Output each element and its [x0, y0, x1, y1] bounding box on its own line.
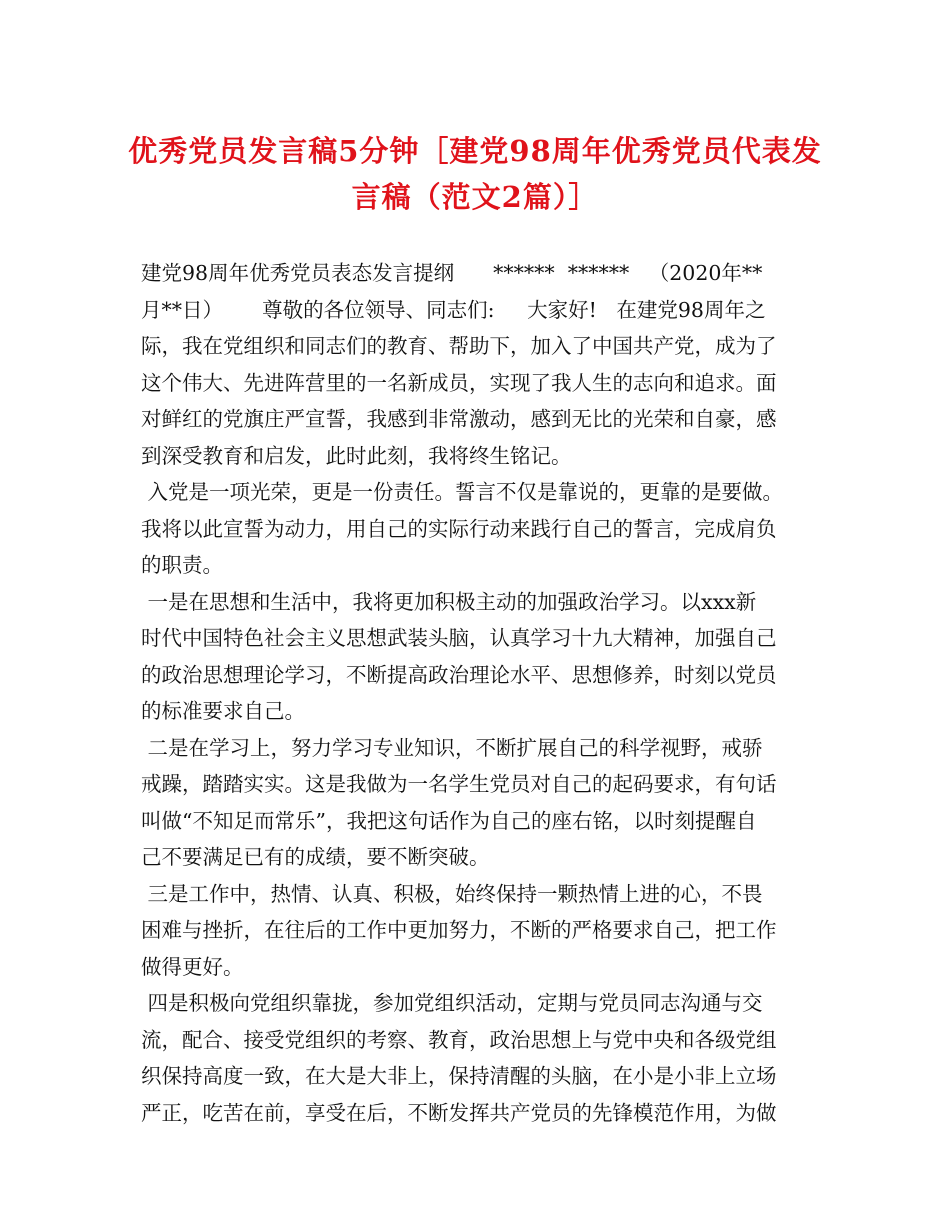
title-line: 言稿（范文2篇）］ — [351, 180, 599, 214]
text-line: 对鲜红的党旗庄严宣誓，我感到非常激动，感到无比的光荣和自豪，感 — [141, 407, 777, 431]
text-line: 际，我在党组织和同志们的教育、帮助下，加入了中国共产党，成为了 — [141, 334, 777, 358]
text-line: 做得更好。 — [141, 954, 244, 979]
title-line: 优秀党员发言稿5分钟［建党98周年优秀党员代表发 — [128, 134, 822, 168]
text-line: 四是积极向党组织靠拢，参加党组织活动，定期与党员同志沟通与交 — [141, 991, 763, 1015]
text-line: 三是工作中，热情、认真、积极，始终保持一颗热情上进的心，不畏 — [141, 881, 763, 906]
text-line: 的政治思想理论学习，不断提高政治理论水平、思想修养，时刻以党员 — [141, 662, 777, 687]
paragraph — [141, 985, 821, 1131]
text-line: 己不要满足已有的成绩，要不断突破。 — [141, 845, 490, 869]
text-line: 的职责。 — [141, 553, 223, 577]
text-line: 时代中国特色社会主义思想武装头脑，认真学习十九大精神，加强自己 — [141, 626, 777, 650]
text-line: 织保持高度一致，在大是大非上，保持清醒的头脑，在小是小非上立场 — [141, 1064, 777, 1088]
document-title — [120, 128, 830, 220]
text-line: 月**日） 尊敬的各位领导、同志们: 大家好! 在建党98周年之 — [141, 297, 766, 322]
text-line: 叫做“不知足而常乐”，我把这句话作为自己的座右铭，以时刻提醒自 — [141, 808, 757, 833]
document-body — [141, 255, 821, 1131]
text-line: 入党是一项光荣，更是一份责任。誓言不仅是靠说的，更靠的是要做。 — [141, 480, 784, 504]
text-line: 到深受教育和启发，此时此刻，我将终生铭记。 — [141, 443, 572, 468]
paragraph — [141, 255, 821, 474]
paragraph — [141, 876, 821, 986]
paragraph — [141, 474, 821, 584]
text-line: 困难与挫折，在往后的工作中更加努力，不断的严格要求自己，把工作 — [141, 918, 777, 942]
text-line: 建党98周年优秀党员表态发言提纲 ****** ****** （2020年** — [141, 261, 763, 285]
text-line: 我将以此宣誓为动力，用自己的实际行动来践行自己的誓言，完成肩负 — [141, 516, 777, 541]
paragraph — [141, 584, 821, 730]
paragraph — [141, 730, 821, 876]
text-line: 的标准要求自己。 — [141, 699, 305, 723]
text-line: 严正，吃苦在前，享受在后，不断发挥共产党员的先锋模范作用，为做 — [141, 1100, 777, 1125]
text-line: 二是在学习上，努力学习专业知识，不断扩展自己的科学视野，戒骄 — [141, 735, 763, 760]
text-line: 流，配合、接受党组织的考察、教育，政治思想上与党中央和各级党组 — [141, 1027, 777, 1052]
text-line: 戒躁，踏踏实实。这是我做为一名学生党员对自己的起码要求，有句话 — [141, 772, 777, 796]
text-line: 一是在思想和生活中，我将更加积极主动的加强政治学习。以xxx新 — [141, 589, 757, 614]
text-line: 这个伟大、先进阵营里的一名新成员，实现了我人生的志向和追求。面 — [141, 370, 777, 395]
